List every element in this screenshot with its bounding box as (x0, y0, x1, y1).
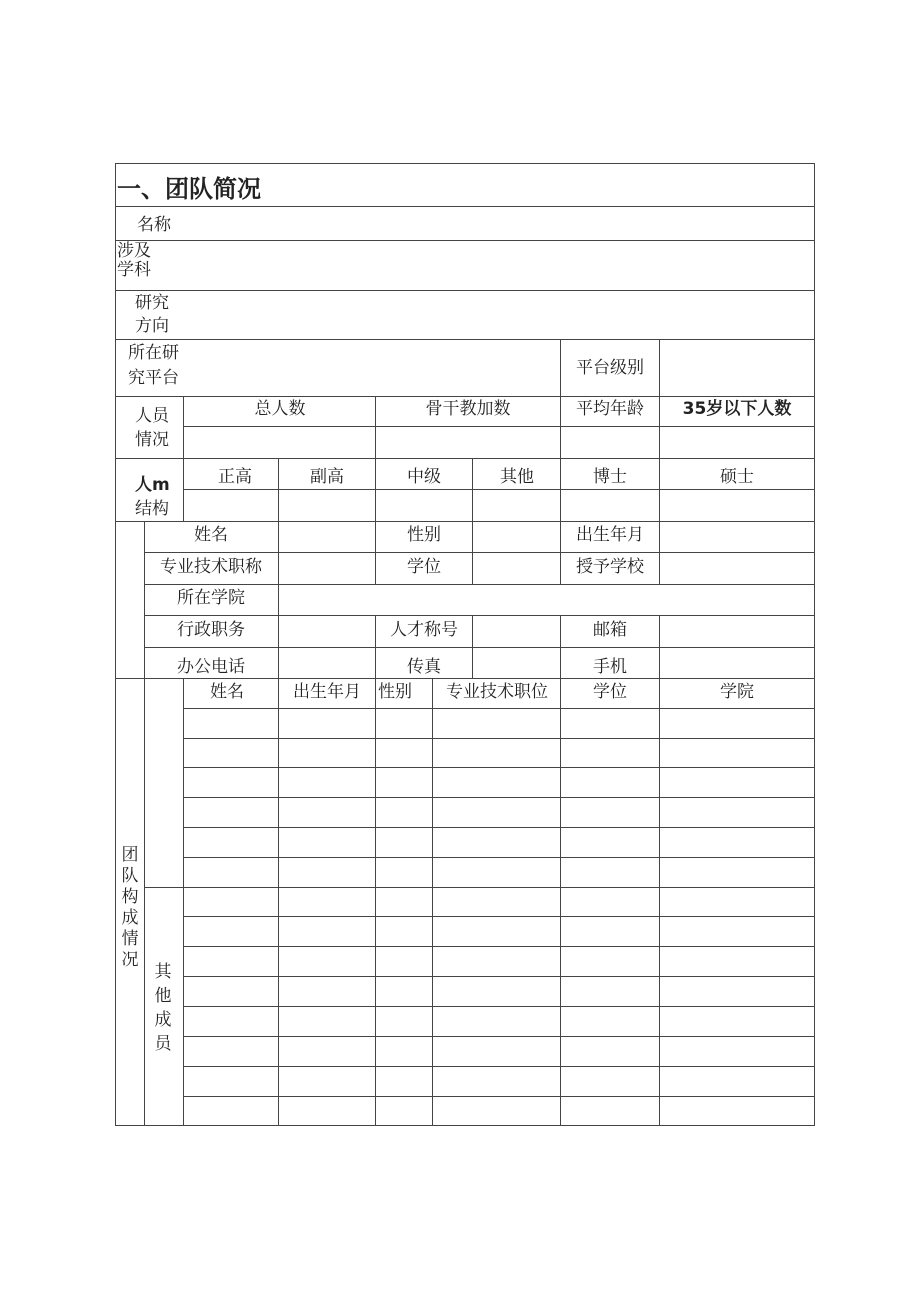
leader-admin-label: 行政职务 (177, 620, 245, 640)
personnel-label-line1: 人员 (135, 406, 169, 426)
grid-line-v (659, 458, 660, 522)
structure-header-intermediate: 中级 (407, 467, 441, 487)
grid-line-h (115, 240, 815, 241)
structure-header-associate: 副高 (310, 467, 344, 487)
leader-gender-label: 性别 (407, 525, 441, 545)
grid-line-v (560, 339, 561, 397)
leader-phone-label: 办公电话 (177, 657, 245, 677)
research-label-line1: 研究 (135, 293, 169, 313)
grid-line-v (375, 458, 376, 522)
name-label: 名称 (137, 215, 171, 235)
grid-line-h (115, 396, 815, 397)
platform-label-line2: 究平台 (128, 368, 179, 388)
leader-name-label: 姓名 (194, 525, 228, 545)
grid-line-v (115, 163, 116, 1126)
member-header-title: 专业技术职位 (446, 682, 548, 702)
structure-header-phd: 博士 (593, 467, 627, 487)
leader-mobile-label: 手机 (593, 657, 627, 677)
grid-line-v (472, 458, 473, 522)
grid-line-h (183, 426, 815, 427)
grid-line-v (432, 678, 433, 1126)
grid-line-v (472, 521, 473, 585)
grid-line-h (115, 521, 815, 522)
grid-line-v (278, 584, 279, 616)
leader-degree-label: 学位 (407, 557, 441, 577)
grid-line-h (115, 206, 815, 207)
member-header-gender: 性别 (378, 682, 412, 702)
grid-line-v (560, 615, 561, 679)
grid-line-v (472, 615, 473, 679)
grid-line-v (659, 678, 660, 1126)
grid-line-v (659, 339, 660, 397)
grid-line-v (278, 521, 279, 585)
grid-line-v (560, 678, 561, 1126)
grid-line-v (183, 678, 184, 1126)
grid-line-h (115, 458, 815, 459)
platform-label-line1: 所在研 (128, 343, 179, 363)
member-header-birth: 出生年月 (293, 682, 361, 702)
member-header-degree: 学位 (593, 682, 627, 702)
leader-school-label: 授予学校 (576, 557, 644, 577)
leader-title-label: 专业技术职称 (160, 557, 262, 577)
grid-line-v (375, 678, 376, 1126)
research-label-line2: 方向 (135, 316, 169, 336)
grid-line-v (278, 615, 279, 679)
structure-header-master: 硕士 (720, 467, 754, 487)
structure-header-senior: 正高 (218, 467, 252, 487)
average-age-header: 平均年龄 (576, 399, 644, 419)
discipline-label-line1: 涉及 (117, 241, 151, 261)
grid-line-v (375, 521, 376, 585)
member-header-name: 姓名 (210, 682, 244, 702)
grid-line-v (659, 521, 660, 585)
grid-line-v (560, 396, 561, 459)
grid-line-h (144, 552, 815, 553)
grid-line-v (375, 396, 376, 459)
grid-line-v (814, 163, 815, 1126)
leader-talent-label: 人才称号 (390, 620, 458, 640)
section-title: 一、团队简况 (117, 175, 261, 203)
grid-line-h (115, 290, 815, 291)
leader-birth-label: 出生年月 (576, 525, 644, 545)
grid-line-v (144, 521, 145, 679)
grid-line-h (144, 615, 815, 616)
grid-line-v (560, 521, 561, 585)
grid-line-v (375, 615, 376, 679)
member-header-college: 学院 (720, 682, 754, 702)
grid-line-v (659, 396, 660, 459)
grid-line-v (278, 458, 279, 522)
grid-line-v (278, 678, 279, 1126)
grid-line-h (144, 584, 815, 585)
structure-label-line2: 结构 (135, 499, 169, 519)
under-35-count-header: 35岁以下人数 (682, 399, 792, 419)
grid-line-h (144, 887, 184, 888)
grid-line-h (144, 647, 815, 648)
grid-line-h (115, 678, 815, 679)
grid-line-v (144, 678, 145, 1126)
platform-level-label: 平台级别 (576, 358, 644, 378)
leader-college-label: 所在学院 (177, 588, 245, 608)
leader-email-label: 邮箱 (593, 620, 627, 640)
structure-header-other: 其他 (500, 467, 534, 487)
grid-line-v (560, 458, 561, 522)
grid-line-h (115, 163, 815, 164)
leader-fax-label: 传真 (407, 657, 441, 677)
grid-line-v (183, 396, 184, 459)
grid-line-h (115, 339, 815, 340)
discipline-label-line2: 学科 (117, 260, 151, 280)
grid-line-v (659, 615, 660, 679)
core-teacher-count-header: 骨干教加数 (425, 399, 511, 419)
other-members-label: 其他成员 (154, 962, 172, 1054)
grid-line-v (183, 458, 184, 522)
grid-line-h (115, 1125, 815, 1126)
team-composition-label: 团队构成情况 (121, 845, 139, 970)
personnel-label-line2: 情况 (135, 430, 169, 450)
total-count-header: 总人数 (254, 399, 306, 419)
structure-label-line1: 人m (135, 475, 170, 495)
